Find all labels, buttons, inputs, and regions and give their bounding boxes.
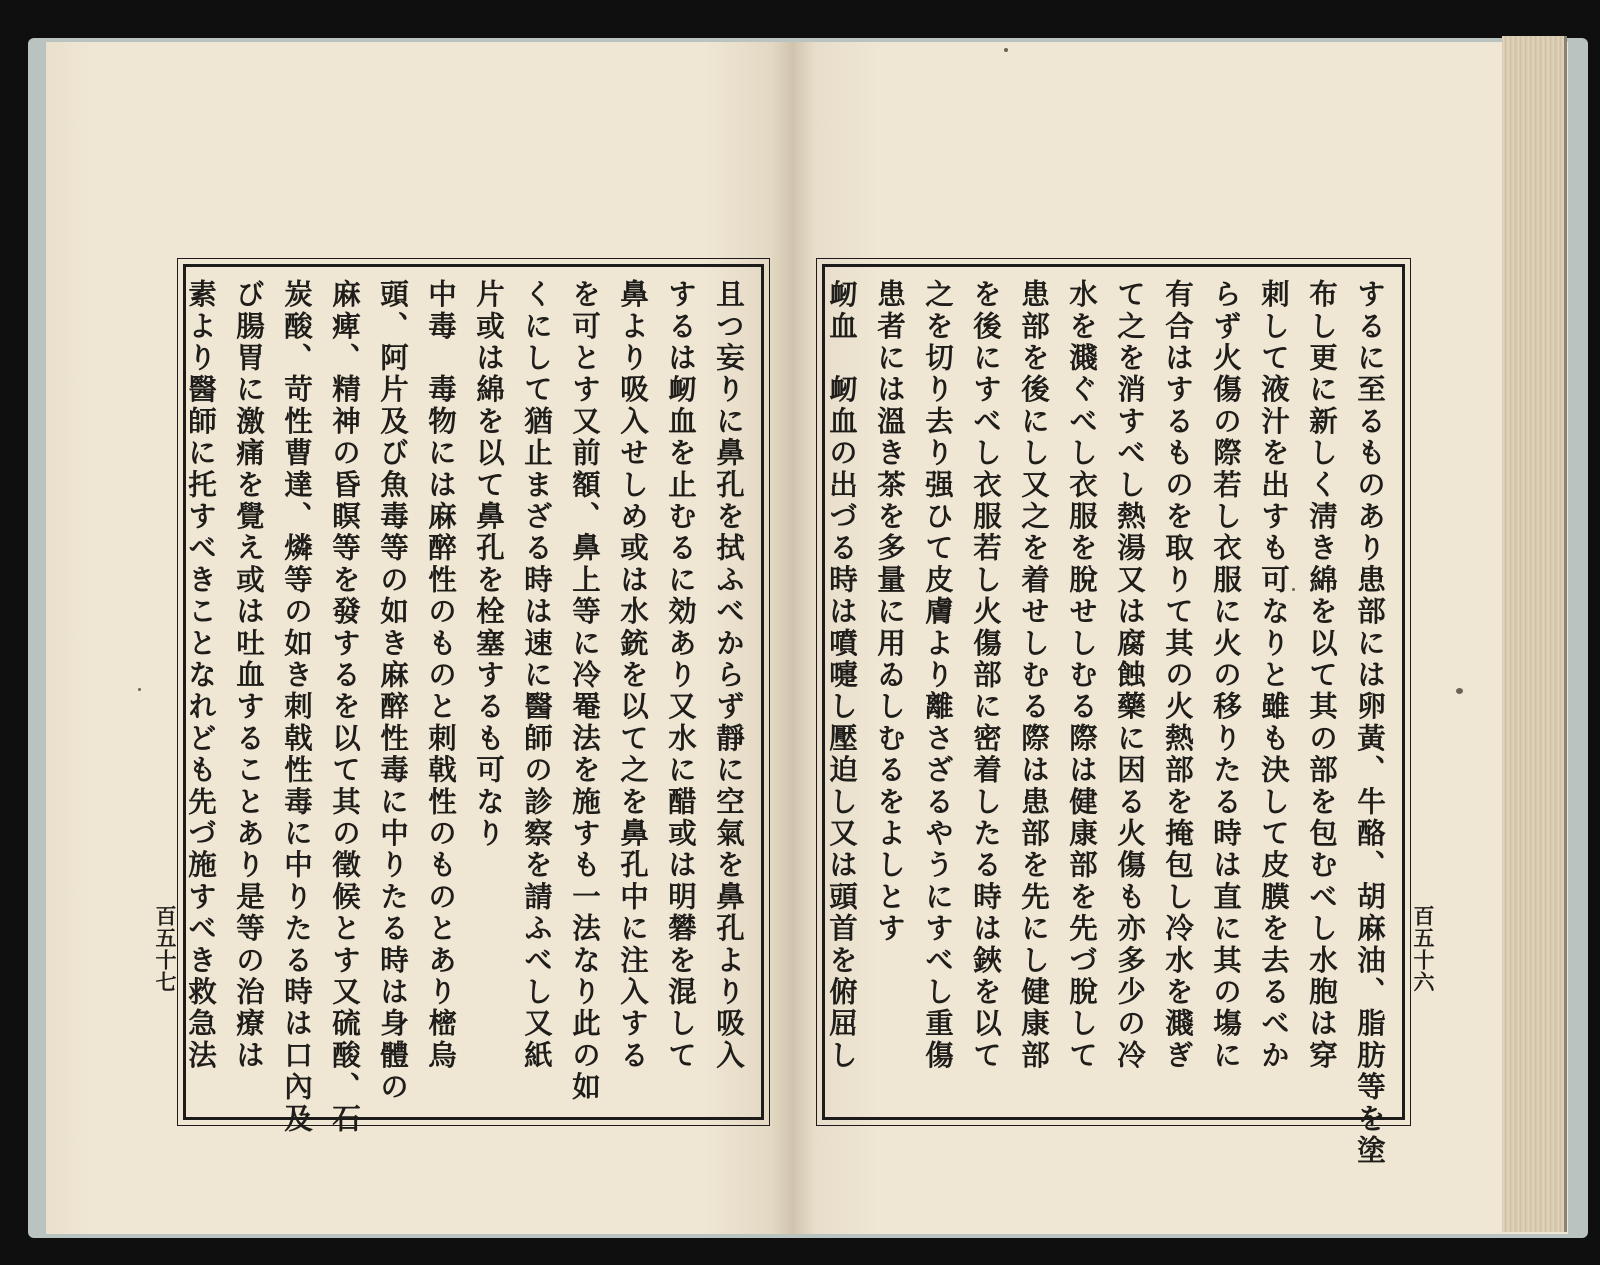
text-column: 頭、阿片及び魚毒等の如き麻醉性毒に中りたる時は身體の bbox=[376, 279, 410, 1104]
right-text-block bbox=[825, 279, 1394, 1167]
left-text-frame bbox=[183, 264, 764, 1135]
page-edges bbox=[1502, 36, 1567, 1232]
text-column: て之を消すべし熱湯又は腐蝕藥に因る火傷も亦多少の冷 bbox=[1113, 279, 1147, 1072]
text-column: 水を濺ぐべし衣服を脫せしむる際は健康部を先づ脫して bbox=[1065, 279, 1099, 1072]
text-column: 中毒 毒物には麻醉性のものと刺戟性のものとあり樒烏 bbox=[424, 279, 458, 1072]
text-column: を可とす又前額、鼻上等に冷罨法を施すも一法なり此の如 bbox=[568, 279, 602, 1104]
text-column: 麻痺、精神の昏瞑等を發するを以て其の徵候とす又硫酸、石 bbox=[328, 279, 362, 1135]
text-column: 片或は綿を以て鼻孔を栓塞するも可なり bbox=[472, 279, 506, 850]
right-text-frame bbox=[822, 264, 1405, 1167]
text-column: 素より醫師に托すべきことなれども先づ施すべき救急法 bbox=[184, 279, 218, 1072]
text-column: を後にすべし衣服若し火傷部に密着したる時は鋏を以て bbox=[969, 279, 1003, 1072]
text-column: 衂血 衂血の出づる時は噴嚏し壓迫し又は頭首を俯屈し bbox=[825, 279, 859, 1072]
right-page-number: 百五十六 bbox=[1411, 905, 1436, 993]
text-column: するに至るものあり患部には卵黃、牛酪、胡麻油、脂肪等を塗 bbox=[1353, 279, 1387, 1167]
text-column: 且つ妄りに鼻孔を拭ふべからず靜に空氣を鼻孔より吸入 bbox=[712, 279, 746, 1072]
paper-speck bbox=[1456, 688, 1463, 694]
paper-speck bbox=[1004, 48, 1008, 52]
text-column: するは衂血を止むるに効あり又水に醋或は明礬を混して bbox=[664, 279, 698, 1072]
text-column: らず火傷の際若し衣服に火の移りたる時は直に其の塲に bbox=[1209, 279, 1243, 1072]
text-column: 刺して液汁を出すも可なりと雖も決して皮膜を去るべか bbox=[1257, 279, 1291, 1072]
paper-speck bbox=[138, 688, 141, 691]
left-text-block bbox=[184, 279, 753, 1135]
text-column: 炭酸、苛性曹達、燐等の如き刺戟性毒に中りたる時は口內及 bbox=[280, 279, 314, 1135]
left-page-number: 百五十七 bbox=[153, 905, 178, 993]
text-column: 患者には溫き茶を多量に用ゐしむるをよしとす bbox=[873, 279, 907, 945]
text-column: くにして猶止まざる時は速に醫師の診察を請ふべし又紙 bbox=[520, 279, 554, 1072]
text-column: び腸胃に激痛を覺え或は吐血することあり是等の治療は bbox=[232, 279, 266, 1072]
text-column: 鼻より吸入せしめ或は水銃を以て之を鼻孔中に注入する bbox=[616, 279, 650, 1072]
text-column: 之を切り去り强ひて皮膚より離さざるやうにすべし重傷 bbox=[921, 279, 955, 1072]
paper-speck bbox=[1292, 588, 1295, 591]
text-column: 有合はするものを取りて其の火熱部を掩包し冷水を濺ぎ bbox=[1161, 279, 1195, 1072]
text-column: 布し更に新しく淸き綿を以て其の部を包むべし水胞は穿 bbox=[1305, 279, 1339, 1072]
text-column: 患部を後にし又之を着せしむる際は患部を先にし健康部 bbox=[1017, 279, 1051, 1072]
